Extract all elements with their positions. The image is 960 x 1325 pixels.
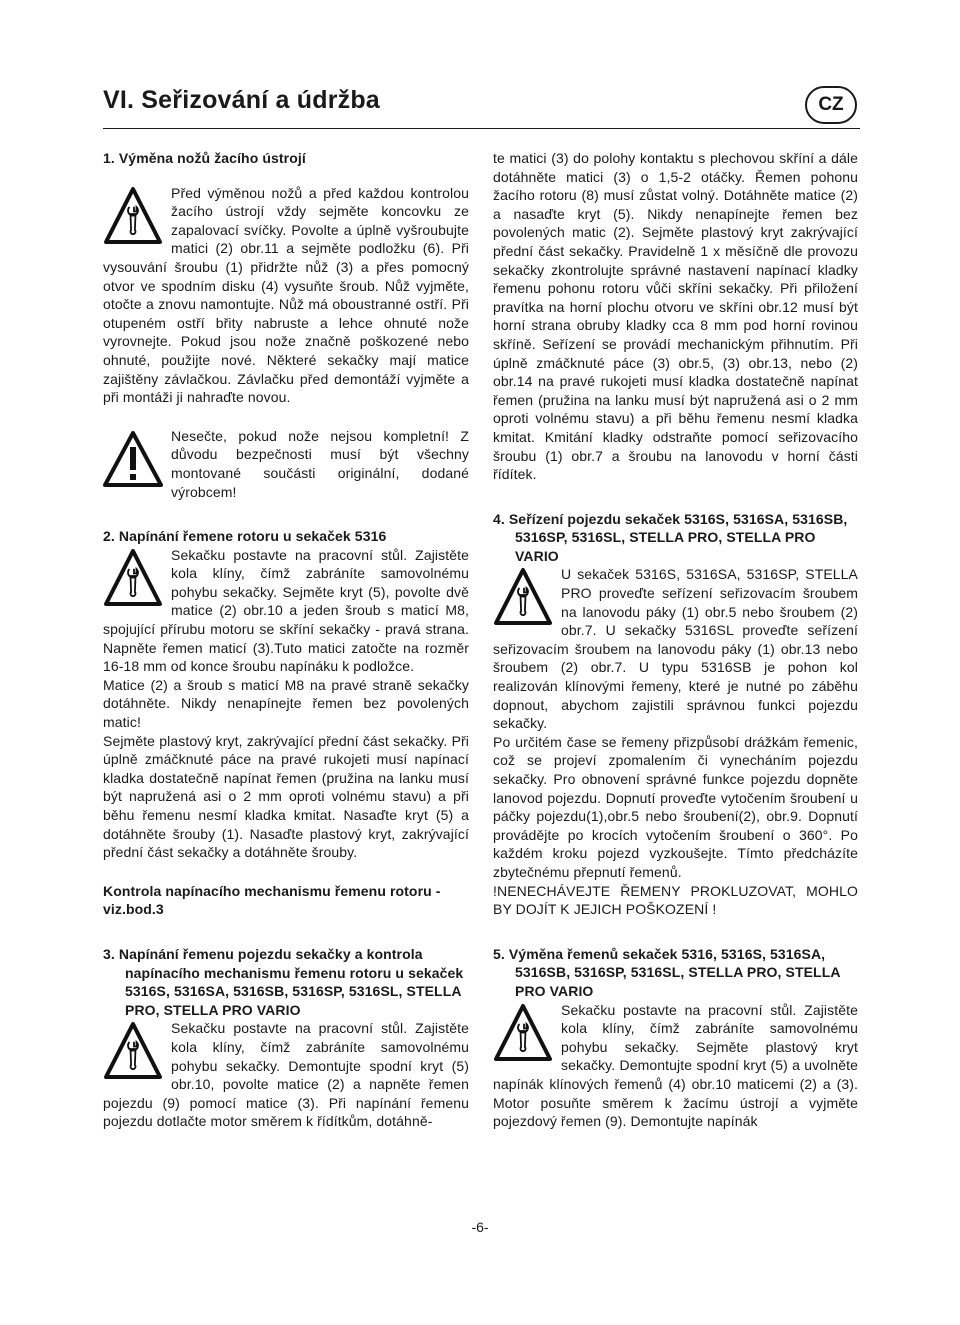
section-4-paragraph-1: U sekaček 5316S, 5316SA, 5316SP, STELLA PRO proveďte seřízení seřizovacím šroubem na lanovodu páky (1) obr.5 nebo šroubem (2) obr.7. U sekačky 5316SL proveďte seřízení seřizovacím šroubem na lanovodu páky (1) obr.13 nebo šroubem (2) obr.7. U typu 5316SB je pohon kol realizován klínovými řemeny, které je nutné po záběhu dopnout, abychom zajistili správnou funkci pojezdu sekačky. <box>493 566 858 732</box>
section-3-heading: 3. Napínání řemenu pojezdu sekačky a kontrola napínacího mechanismu řemenu rotoru u sekaček 5316S, 5316SA, 5316SB, 5316SP, 5316SL, STELLA PRO, STELLA PRO VARIO <box>103 945 464 1018</box>
exclamation-warning-icon <box>103 431 163 487</box>
section-1-heading: 1. Výměna nožů žacího ústrojí <box>103 150 306 166</box>
section-5-paragraph-1: Sekačku postavte na pracovní stůl. Zajistěte kola klíny, čímž zabráníte samovolnému pohybu sekačky. Sejměte plastový kryt sekačky. Demontujte spodní kryt (5) a uvolněte napínák klínových řemenů (4) obr.10 maticemi (2) a (3). Motor posuňte směrem k žacímu ústrojí a vyjměte pojezdový řemen (9). Demontujte napínák <box>493 1001 858 1130</box>
header-rule <box>103 128 860 129</box>
section-2-paragraph-3: Sejměte plastový kryt, zakrývající přední část sekačky. Při úplně zmáčknuté páce na pravé rukojeti musí napínací kladka dostatečně napínat řemen (pružina na lanku musí být napružená asi o 2 mm oproti volnému stavu) a při běhu řemenu nesmí kladka kmitat. Nasaďte kryt (5) a dotáhněte šrouby (1). Nasaďte plastový kryt, zakrývající přední část sekačky a dotáhněte šrouby. <box>103 732 469 861</box>
section-2-heading: 2. Napínání řemene rotoru u sekaček 5316 <box>103 528 387 545</box>
wrench-warning-icon <box>493 1003 553 1063</box>
language-badge: CZ <box>805 86 857 124</box>
wrench-warning-icon <box>103 1021 163 1081</box>
control-heading: Kontrola napínacího mechanismu řemenu rotoru - viz.bod.3 <box>103 882 441 918</box>
section-4-paragraph-3: !NENECHÁVEJTE ŘEMENY PROKLUZOVAT, MOHLO BY DOJÍT K JEJICH POŠKOZENÍ ! <box>493 882 858 918</box>
section-3-paragraph-1: Sekačku postavte na pracovní stůl. Zajistěte kola klíny, čímž zabráníte samovolnému pohybu sekačky. Demontujte spodní kryt (5) obr.10, povolte matice (2) a napněte řemen pojezdu (9) pomocí matice (3). Při napínání řemenu pojezdu dotlačte motor směrem k řídítkům, dotáhně- <box>103 1020 469 1130</box>
wrench-warning-icon <box>103 186 163 246</box>
section-4-heading: 4. Seřízení pojezdu sekaček 5316S, 5316SA, 5316SB, 5316SP, 5316SL, STELLA PRO, STELLA PRO VARIO <box>493 510 848 564</box>
page-title: VI. Seřizování a údržba <box>103 86 380 114</box>
continued-paragraph: te matici (3) do polohy kontaktu s plechovou skříní a dále dotáhněte matici (3) o 1,5-2 otáčky. Řemen pohonu žacího rotoru (8) musí zůstat volný. Dotáhněte matice (2) a nasaďte kryt (5). Nikdy nenapínejte řemen bez povolených matic (2). Sejměte plastový kryt zakrývající přední část sekačky. Pravidelně 1 x měsíčně dle provozu sekačky zkontrolujte správné nastavení napínací kladky řemenu pohonu rotoru vůči skříni sekačky. Při přiložení pravítka na horní plochu otvoru ve skříni obr.12 musí být horní strana obruby kladky cca 8 mm pod horní rovinou skříně. Seřízení se provádí mechanickým přihnutím. Při úplně zmáčknuté páce (3) obr.5, (3) obr.13, nebo (2) obr.14 na pravé rukojeti musí kladka dostatečně napínat řemen (pružina na lanku musí být napružená asi o 2 mm oproti volnému stavu) a při běhu řemenu nesmí kladka kmitat. Kmitání kladky odstraňte pomocí seřizovacího šroubu (1) obr.7 a šroubu na lanovodu v horní části řídítek. <box>493 150 858 483</box>
section-1-warning-text: Před výměnou nožů a před každou kontrolou žacího ústrojí vždy sejměte koncovku ze zapalovací svíčky. Povolte a úplně vyšroubujte matici (2) obr.11 a sejměte podložku (6). Při vysouvání šroubu (1) přidržte nůž (3) a přes pomocný otvor ve spodním disku (4) vysuňte šroub. Nůž vyjměte, otočte a znovu namontujte. Nůž má oboustranné ostří. Při otupeném ostří břity nabruste a lehce ohnuté nože vyrovnejte. Pokud jsou nože značně poškozené nebo ohnuté, použijte nové. Některé sekačky mají matice zajištěny závlačkou. Závlačku před demontáží vyjměte a při montáži ji nahraďte novou. <box>103 184 469 406</box>
section-1-caution-text: Nesečte, pokud nože nejsou kompletní! Z důvodu bezpečnosti musí být všechny montované součásti originální, dodané výrobcem! <box>171 427 469 500</box>
section-2-paragraph-1: Sekačku postavte na pracovní stůl. Zajistěte kola klíny, čímž zabráníte samovolnému pohybu sekačky. Sejměte kryt (5), povolte dvě matice (2) obr.10 a jeden šroub s maticí M8, spojující přírubu motoru se skříní sekačky - pravá strana. Napněte řemen maticí (3).Tuto matici zatočte na rozměr 16-18 mm od konce šroubu napínáku k podložce. <box>103 546 469 675</box>
wrench-warning-icon <box>103 548 163 608</box>
section-5-heading: 5. Výměna řemenů sekaček 5316, 5316S, 5316SA, 5316SB, 5316SP, 5316SL, STELLA PRO, STELLA PRO VARIO <box>493 945 841 999</box>
page-number: -6- <box>471 1219 489 1235</box>
section-2-paragraph-2: Matice (2) a šroub s maticí M8 na pravé straně sekačky dotáhněte. Nikdy nenapínejte řemen bez povolených matic! <box>103 676 469 731</box>
section-4-paragraph-2: Po určitém čase se řemeny přizpůsobí drážkám řemenic, což se projeví zpomalením či vynecháním pojezdu sekačky. Pro obnovení správné funkce pojezdu dopněte lanovod pojezdu. Dopnutí proveďte vytočením šroubení u páčky pojezdu(1),obr.5 nebo šroubení(2), obr.9. Dopnutí provádějte po krocích vytočením šroubení o 360°. Po každém kroku pojezd vyzkoušejte. Tímto předcházíte zbytečnému přepnutí řemenů. <box>493 733 858 880</box>
left-column <box>103 149 469 1131</box>
wrench-warning-icon <box>493 567 553 627</box>
right-column <box>493 149 858 1131</box>
